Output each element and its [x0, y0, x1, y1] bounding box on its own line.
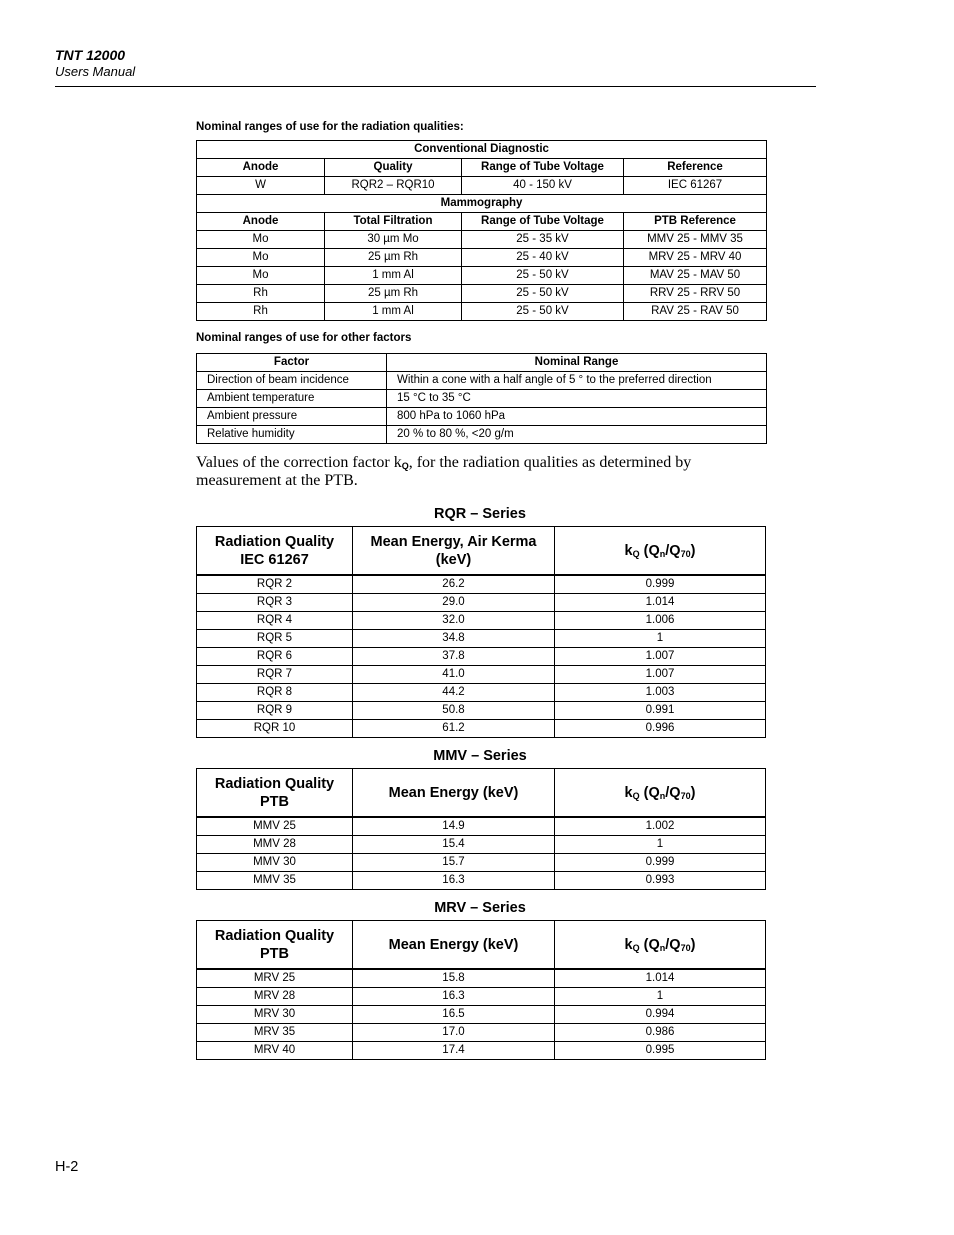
factors-header-row	[197, 354, 767, 372]
table-cell: 25 - 50 kV	[462, 267, 624, 285]
table-row	[197, 612, 766, 630]
table-cell: 41.0	[353, 666, 555, 684]
kq-header-cell: $k_Q$ $(Q_n/Q_{70})$	[555, 921, 766, 970]
table-cell: 30 µm Mo	[325, 231, 462, 249]
table-cell: 1.014	[555, 594, 766, 612]
table-row	[197, 817, 766, 836]
table-cell: RQR 8	[197, 684, 353, 702]
table-cell: 15 °C to 35 °C	[387, 390, 767, 408]
table-cell: MMV 25 - MMV 35	[624, 231, 767, 249]
factors-caption: Nominal ranges of use for other factors	[196, 332, 412, 344]
header-cell: Range of Tube Voltage	[462, 213, 624, 231]
table-cell: 61.2	[353, 720, 555, 738]
table-row	[197, 969, 766, 988]
table-cell: RQR 10	[197, 720, 353, 738]
table-row	[197, 1024, 766, 1042]
header-cell: Radiation Quality PTB	[197, 921, 353, 970]
table-cell: 0.996	[555, 720, 766, 738]
table-row	[197, 854, 766, 872]
table-cell: 25 - 50 kV	[462, 303, 624, 321]
manual-subtitle: Users Manual	[55, 64, 136, 79]
table-cell: MRV 25 - MRV 40	[624, 249, 767, 267]
mrv-header-row	[197, 921, 766, 970]
table-row	[197, 285, 767, 303]
table-cell: MMV 35	[197, 872, 353, 890]
table-row	[197, 836, 766, 854]
table-cell: 17.0	[353, 1024, 555, 1042]
table-row	[197, 426, 767, 444]
table-row	[197, 666, 766, 684]
table-cell: 1.003	[555, 684, 766, 702]
table-cell: MMV 25	[197, 817, 353, 836]
table-cell: 0.986	[555, 1024, 766, 1042]
table-cell: MRV 28	[197, 988, 353, 1006]
kq-header-cell: $k_Q$ $(Q_n/Q_{70})$	[555, 527, 766, 576]
table-cell: RQR2 – RQR10	[325, 177, 462, 195]
table-cell: MRV 35	[197, 1024, 353, 1042]
table-cell: 17.4	[353, 1042, 555, 1060]
table-cell: 16.3	[353, 872, 555, 890]
table-row	[197, 1042, 766, 1060]
mammography-title: Mammography	[197, 195, 767, 213]
table-cell: RQR 4	[197, 612, 353, 630]
table-cell: Within a cone with a half angle of 5 ° to the preferred direction	[387, 372, 767, 390]
header-cell: Radiation Quality PTB	[197, 769, 353, 818]
table-cell: 1.007	[555, 648, 766, 666]
radiation-table	[196, 140, 767, 321]
header-cell: Reference	[624, 159, 767, 177]
table-row	[197, 267, 767, 285]
table-cell: 0.991	[555, 702, 766, 720]
table-cell: 1	[555, 836, 766, 854]
table-row	[197, 702, 766, 720]
table-row	[197, 303, 767, 321]
table-cell: Direction of beam incidence	[197, 372, 387, 390]
table-row	[197, 648, 766, 666]
table-cell: 50.8	[353, 702, 555, 720]
table-row	[197, 594, 766, 612]
table-cell: 20 % to 80 %, <20 g/m	[387, 426, 767, 444]
table-cell: 16.3	[353, 988, 555, 1006]
table-row	[197, 630, 766, 648]
table-cell: 15.8	[353, 969, 555, 988]
page-number: H-2	[55, 1159, 79, 1175]
table-cell: 0.995	[555, 1042, 766, 1060]
table-row	[197, 872, 766, 890]
table-cell: RQR 9	[197, 702, 353, 720]
paragraph-subscript: Q	[401, 461, 409, 471]
table-cell: Ambient pressure	[197, 408, 387, 426]
table-cell: RQR 3	[197, 594, 353, 612]
factors-table	[196, 353, 767, 444]
table-cell: 15.4	[353, 836, 555, 854]
table-cell: 15.7	[353, 854, 555, 872]
header-cell: Nominal Range	[387, 354, 767, 372]
table-cell: Rh	[197, 303, 325, 321]
table-cell: 34.8	[353, 630, 555, 648]
table-cell: 1 mm Al	[325, 303, 462, 321]
header-cell: Factor	[197, 354, 387, 372]
table-cell: IEC 61267	[624, 177, 767, 195]
table-cell: Mo	[197, 231, 325, 249]
mmv-table	[196, 768, 766, 890]
header-cell: Mean Energy (keV)	[353, 921, 555, 970]
kq-header-cell: $k_Q$ $(Q_n/Q_{70})$	[555, 769, 766, 818]
table-row	[197, 684, 766, 702]
mrv-series-title: MRV – Series	[434, 900, 526, 916]
table-cell: 800 hPa to 1060 hPa	[387, 408, 767, 426]
table-cell: 1.006	[555, 612, 766, 630]
table-cell: 25 µm Rh	[325, 249, 462, 267]
table-cell: 25 - 50 kV	[462, 285, 624, 303]
table-row	[197, 249, 767, 267]
header-cell: Total Filtration	[325, 213, 462, 231]
table-cell: 37.8	[353, 648, 555, 666]
table-cell: 44.2	[353, 684, 555, 702]
header-cell: Range of Tube Voltage	[462, 159, 624, 177]
rqr-header-row	[197, 527, 766, 576]
table-row	[197, 372, 767, 390]
header-cell: Quality	[325, 159, 462, 177]
header-cell: PTB Reference	[624, 213, 767, 231]
table-cell: Mo	[197, 249, 325, 267]
table-cell: MRV 25	[197, 969, 353, 988]
header-cell: Mean Energy (keV)	[353, 769, 555, 818]
table-cell: 0.993	[555, 872, 766, 890]
table-row	[197, 988, 766, 1006]
table-cell: 1.002	[555, 817, 766, 836]
header-cell: Anode	[197, 213, 325, 231]
table-cell: MAV 25 - MAV 50	[624, 267, 767, 285]
page-header	[55, 46, 816, 87]
table-cell: 25 µm Rh	[325, 285, 462, 303]
table-cell: 1.007	[555, 666, 766, 684]
table-cell: 1.014	[555, 969, 766, 988]
rqr-series-title: RQR – Series	[434, 506, 526, 522]
manual-title: TNT 12000	[55, 47, 126, 63]
table-row	[197, 390, 767, 408]
conventional-header-row	[197, 159, 767, 177]
paragraph-text: Values of the correction factor k	[196, 454, 402, 471]
table-cell: 1	[555, 630, 766, 648]
table-cell: MRV 40	[197, 1042, 353, 1060]
mmv-header-row	[197, 769, 766, 818]
header-cell: Mean Energy, Air Kerma (keV)	[353, 527, 555, 576]
table-cell: Ambient temperature	[197, 390, 387, 408]
table-cell: Mo	[197, 267, 325, 285]
table-cell: 0.999	[555, 575, 766, 594]
table-cell: Rh	[197, 285, 325, 303]
table-row	[197, 1006, 766, 1024]
table-cell: W	[197, 177, 325, 195]
table-cell: 25 - 40 kV	[462, 249, 624, 267]
mammography-header-row	[197, 213, 767, 231]
table-cell: 1 mm Al	[325, 267, 462, 285]
page-content	[196, 120, 768, 1060]
table-cell: 0.999	[555, 854, 766, 872]
table-cell: 40 - 150 kV	[462, 177, 624, 195]
table-row	[197, 177, 767, 195]
paragraph-text: , for the radiation qualities as determined by measurement at the PTB.	[196, 454, 692, 489]
table-cell: 1	[555, 988, 766, 1006]
table-cell: Relative humidity	[197, 426, 387, 444]
table-cell: MRV 30	[197, 1006, 353, 1024]
table-cell: 16.5	[353, 1006, 555, 1024]
table-cell: RQR 2	[197, 575, 353, 594]
table-cell: 0.994	[555, 1006, 766, 1024]
table-cell: 14.9	[353, 817, 555, 836]
table-cell: 29.0	[353, 594, 555, 612]
mmv-series-title: MMV – Series	[433, 748, 527, 764]
conventional-title: Conventional Diagnostic	[197, 141, 767, 159]
correction-factor-paragraph	[196, 454, 768, 490]
table-cell: 32.0	[353, 612, 555, 630]
table-cell: RRV 25 - RRV 50	[624, 285, 767, 303]
table-cell: 26.2	[353, 575, 555, 594]
table-cell: RQR 6	[197, 648, 353, 666]
table-row	[197, 720, 766, 738]
table-row	[197, 575, 766, 594]
header-cell: Anode	[197, 159, 325, 177]
table-cell: RAV 25 - RAV 50	[624, 303, 767, 321]
table-row	[197, 231, 767, 249]
table-cell: MMV 30	[197, 854, 353, 872]
radiation-caption: Nominal ranges of use for the radiation qualities:	[196, 121, 464, 133]
table-row	[197, 408, 767, 426]
table-cell: MMV 28	[197, 836, 353, 854]
header-cell: Radiation Quality IEC 61267	[197, 527, 353, 576]
mrv-table	[196, 920, 766, 1060]
table-cell: RQR 7	[197, 666, 353, 684]
table-cell: 25 - 35 kV	[462, 231, 624, 249]
rqr-table	[196, 526, 766, 738]
table-cell: RQR 5	[197, 630, 353, 648]
